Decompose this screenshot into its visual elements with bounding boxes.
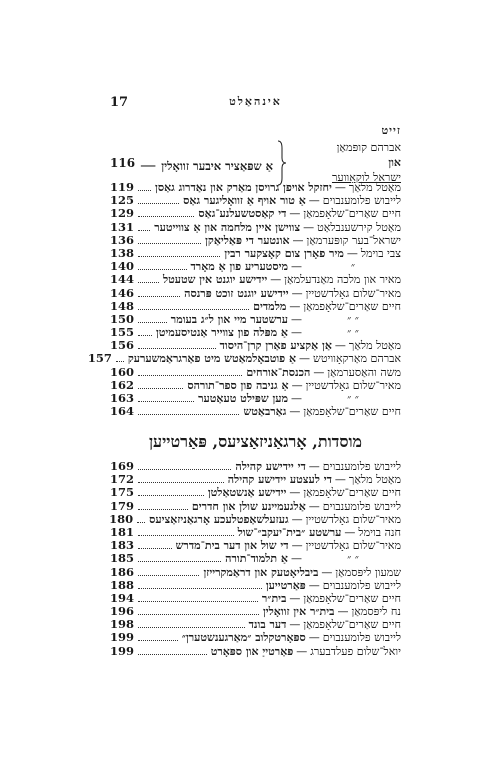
entry-page-number: 181: [110, 524, 135, 539]
toc-entry: [110, 287, 401, 300]
toc-entry: [110, 221, 401, 234]
entry-page-number: 185: [110, 551, 135, 566]
entry-page-number: 188: [110, 577, 135, 592]
entry-author: חיים שאַרים־שלאָפמאַן: [303, 405, 401, 419]
toc-entry: [110, 339, 401, 352]
dot-leader: [138, 288, 180, 297]
dot-leader: [138, 340, 216, 349]
dot-leader: [138, 314, 167, 323]
composite-title-line: [135, 155, 273, 174]
dot-leader: [138, 567, 199, 576]
toc-entry: [110, 566, 401, 579]
toc-entry: [110, 552, 401, 565]
dot-leader: [138, 487, 204, 496]
entry-page-number: 116: [110, 156, 136, 170]
entry-page-number: 155: [110, 325, 135, 340]
dot-leader: [138, 553, 221, 562]
toc-entry: [110, 300, 401, 313]
entry-author: מאַטל מלאַך: [348, 339, 401, 353]
entry-title: מיר פאָרן צום קאָצקער רבין: [224, 246, 344, 260]
entry-title: גאַרבאַטש: [243, 405, 287, 419]
entry-page-number: 175: [110, 485, 135, 500]
dot-leader: [138, 380, 183, 389]
toc-entry: [110, 234, 401, 247]
title-dash: —: [334, 339, 346, 353]
entry-page-number: 148: [110, 298, 135, 313]
entry-author: חנה בוימל: [358, 525, 401, 539]
title-dash: —: [308, 460, 320, 473]
title-dash: —: [346, 246, 358, 260]
part-heading: מוסדות, אָרגאַניזאַציעס, פּאַרטייען: [148, 432, 363, 451]
entry-title: מיסטעריע פון אַ מאָרד: [190, 260, 288, 274]
entry-page-number: 146: [110, 285, 135, 300]
dot-leader: [138, 619, 245, 628]
title-dash: —: [308, 194, 320, 208]
entry-author: חיים שאַרים־שלאָפמאַן: [303, 618, 401, 632]
entry-title: אַ שפּאַציר איבער זוואָלין: [161, 159, 273, 173]
title-dash: —: [135, 155, 162, 174]
entry-page-number: 179: [110, 498, 135, 513]
entry-title: אַ מפּלה פון צווייר אַנטיסעמיטן: [155, 326, 288, 340]
title-dash: —: [334, 181, 346, 194]
entry-title: אַ פוטבאָלמאַטש מיט פאַרגראַמשערעק: [127, 352, 297, 366]
entry-author: ״ ״: [347, 326, 359, 340]
entry-page-number: 199: [110, 643, 135, 658]
entry-page-number: 196: [110, 604, 135, 619]
toc-entry: [110, 539, 401, 552]
entry-author: אברהם מאַרקאָוויטש: [313, 352, 401, 366]
entry-author: ישראל־בער קופּערמאַן: [306, 233, 401, 247]
title-dash: —: [308, 499, 320, 513]
entry-title: די שול און דער בית־מדרש: [175, 539, 289, 553]
toc-entry: [87, 351, 401, 366]
dot-leader: [138, 208, 194, 217]
entry-page-number: 162: [110, 377, 135, 392]
toc-entry: [110, 405, 401, 418]
title-dash: —: [291, 512, 303, 526]
entry-title: אונטער די פּאַליאַקן: [205, 233, 290, 247]
entry-title: די לעצטע יידישע קהילה: [227, 473, 332, 487]
title-dash: —: [291, 312, 302, 326]
entry-author: מאיר־שלום גאָלדשטיין: [305, 286, 401, 300]
toc-entry: [110, 526, 401, 539]
title-dash: —: [289, 405, 301, 419]
dot-leader: [138, 580, 262, 589]
dot-leader: [138, 527, 234, 536]
toc-list-section-1: [87, 180, 401, 419]
dot-leader: [138, 182, 151, 191]
entry-page-number: 164: [110, 404, 135, 419]
entry-page-number: 160: [110, 364, 135, 379]
title-dash: —: [308, 578, 320, 592]
entry-author: מאיר און מלכה מאַנדעלמאַן: [284, 273, 401, 287]
toc-entry: [110, 513, 401, 526]
entry-author: חיים שאַרים־שלאָפמאַן: [303, 591, 401, 605]
entry-title: ביבליאָטעק און דראַמקרייזן: [203, 565, 319, 579]
title-dash: —: [291, 552, 302, 566]
entry-title: געזעלשאַפטלעכע אָרגאַניזאַציעס: [149, 512, 289, 526]
entry-title: אַן אַקציע פאַרן קרן־היסוד: [219, 339, 332, 353]
entry-title: די קאַסטשעלנע־גאַס: [198, 207, 287, 221]
entry-author: חיים שאַרים־שלאָפמאַן: [303, 486, 401, 500]
dot-leader: [138, 367, 242, 376]
dot-leader: [138, 393, 194, 402]
dot-leader: [138, 632, 178, 641]
toc-entry: [110, 207, 401, 220]
dot-leader: [138, 593, 258, 602]
toc-entry: [110, 592, 401, 605]
entry-page-number: 163: [110, 391, 135, 405]
dot-leader: [138, 474, 224, 483]
entry-page-number: 150: [110, 311, 135, 326]
entry-title: דער בונד: [248, 618, 287, 632]
toc-entry: [110, 631, 401, 644]
toc-entry: [110, 579, 401, 592]
entry-page-number: 186: [110, 564, 135, 579]
title-dash: —: [291, 260, 302, 274]
toc-entry: [110, 618, 401, 631]
entry-title: די יידישע קהילה: [235, 460, 306, 473]
toc-entry: [110, 605, 401, 618]
entry-author: לייבוש פלומענבוים: [322, 631, 401, 645]
toc-entry: [110, 500, 401, 513]
entry-title: יידישע אַנשטאַלטן: [207, 486, 287, 500]
title-dash: —: [334, 473, 346, 487]
entry-author: מאַטל קירשענבלאַט: [317, 220, 401, 234]
entry-author-conjunction: און: [388, 156, 401, 169]
entry-page-number: 169: [110, 459, 135, 473]
entry-author: מאַטל מלאַך: [348, 181, 401, 194]
title-dash: —: [291, 539, 303, 553]
entry-author: צבי בוימל: [360, 246, 401, 260]
entry-title: הכנסת־אורחים: [246, 365, 311, 379]
toc-entry: [110, 379, 401, 392]
composite-authors: [289, 140, 401, 185]
entry-author: ישראל לוקאָווער: [331, 171, 401, 184]
toc-entry: [110, 473, 401, 486]
entry-page-number: 172: [110, 472, 135, 487]
entry-page-number: 199: [110, 630, 135, 645]
title-dash: —: [289, 618, 301, 632]
dot-leader: [138, 501, 188, 510]
entry-page-number: 125: [110, 193, 135, 208]
entry-title: בית״ר: [261, 591, 287, 605]
title-dash: —: [299, 352, 311, 366]
entry-title: אַ תלמוד־תורה: [225, 552, 288, 566]
title-dash: —: [289, 486, 301, 500]
entry-author: ״ ״: [347, 552, 359, 566]
entry-title: צווישן איין מלחמה און אַ צווייטער: [154, 220, 301, 234]
entry-title: פּאַרטייען: [265, 578, 306, 592]
toc-entry: [110, 260, 401, 273]
entry-page-number: 129: [110, 206, 135, 221]
entry-author: נח ליפּסמאַן: [351, 605, 401, 619]
dot-leader: [138, 195, 179, 204]
title-dash: —: [344, 525, 356, 539]
entry-page-number: 119: [110, 180, 135, 194]
page-number: 17: [110, 95, 129, 110]
title-dash: —: [270, 273, 282, 287]
title-dash: —: [296, 644, 308, 658]
entry-author: חיים שאַרים־שלאָפמאַן: [303, 299, 401, 313]
entry-page-number: 140: [110, 259, 135, 274]
dot-leader: [138, 235, 201, 244]
entry-page-number: 198: [110, 617, 135, 632]
entry-title: פּאַרטייַ און ספּאָרט: [210, 644, 294, 658]
entry-author: מאַטל מלאַך: [348, 473, 401, 487]
dot-leader: [116, 353, 124, 362]
toc-list-section-2: [110, 460, 401, 658]
entry-title: ערשטער מיי און ל״ג בעומר: [170, 312, 288, 326]
title-dash: —: [321, 565, 333, 579]
entry-page-number: 156: [110, 338, 135, 353]
entry-title: יחזקל אויפן גרויסן מאַרק און נאַדרוג גאַסן: [155, 181, 332, 194]
entry-title: יידישע יוגנט זוכט פּרנסה: [184, 286, 289, 300]
entry-page-number: 157: [87, 351, 112, 366]
entry-title: יידישע יוגנט אין שטעטל: [163, 273, 268, 287]
title-dash: —: [291, 326, 302, 340]
toc-entry: [110, 392, 401, 405]
dot-leader: [137, 514, 145, 523]
dot-leader: [138, 261, 187, 270]
entry-page-number: 144: [110, 272, 135, 287]
title-dash: —: [292, 233, 304, 247]
dot-leader: [138, 646, 207, 655]
entry-author: משה והאַסערמאַן: [327, 365, 401, 379]
title-dash: —: [303, 220, 315, 234]
title-dash: —: [291, 378, 303, 392]
toc-entry: [110, 194, 401, 207]
title-dash: —: [337, 605, 349, 619]
entry-title: ספּאָרטקלוב ״מאַרגענשטערן״: [181, 631, 306, 645]
entry-title: אַ גניבה פון ספר־תורהס: [187, 378, 289, 392]
title-dash: —: [308, 631, 320, 645]
entry-title: ערשטע ״בית־יעקב״־שול: [237, 525, 342, 539]
dot-leader: [138, 301, 249, 310]
entry-title: מען שפּילט טעאַטער: [198, 392, 288, 405]
dot-leader: [138, 327, 152, 336]
grouping-brace: [277, 140, 287, 186]
title-dash: —: [291, 392, 302, 405]
entry-author: ״: [350, 260, 356, 274]
running-head: [110, 95, 401, 111]
toc-entry: [110, 273, 401, 286]
entry-author: לייבוש פלומענבוים: [322, 460, 401, 473]
entry-page-number: 180: [109, 511, 134, 526]
entry-author: לייבוש פלומענבוים: [322, 194, 401, 208]
entry-title: אַ טור אויף אַ זוואָליגער גאַס: [183, 194, 306, 208]
entry-author: אברהם קופּמאַן: [336, 141, 401, 154]
dot-leader: [138, 606, 259, 615]
dot-leader: [138, 461, 231, 470]
entry-page-number: 194: [110, 590, 135, 605]
entry-author: מאיר־שלום גאָלדשטיין: [305, 539, 401, 553]
entry-author: ״ ״: [347, 392, 359, 405]
title-dash: —: [291, 286, 303, 300]
entry-page-number: 131: [110, 219, 135, 234]
entry-page-number: 138: [110, 245, 135, 260]
entry-author: לייבוש פלומענבוים: [322, 578, 401, 592]
dot-leader: [138, 248, 220, 257]
title-dash: —: [289, 299, 301, 313]
title-dash: —: [289, 591, 301, 605]
entry-page-number: 136: [110, 232, 135, 247]
title-dash: —: [289, 207, 301, 221]
entry-title: אַלגעמיינע שולן און חדרים: [191, 499, 306, 513]
entry-author: מאיר־שלום גאָלדשטיין: [305, 512, 401, 526]
toc-entry: [110, 181, 401, 194]
page-column-label: זייט: [381, 124, 401, 137]
toc-entry: [110, 326, 401, 339]
entry-page-number: 183: [110, 538, 135, 553]
page-title: אינהאַלט: [229, 95, 282, 108]
entry-author: שמעון ליפּסמאַן: [335, 565, 401, 579]
entry-author: חיים שאַרים־שלאָפמאַן: [303, 207, 401, 221]
entry-title: בית״ר אין זוואָלין: [262, 605, 335, 619]
entry-author: יואל־שלום פעלדבערג: [310, 644, 401, 658]
entry-author: מאיר־שלום גאָלדשטיין: [305, 378, 401, 392]
toc-entry: [110, 313, 401, 326]
toc-entry: [110, 486, 401, 499]
entry-author: לייבוש פלומענבוים: [322, 499, 401, 513]
toc-entry: [110, 460, 401, 473]
dot-leader: [138, 406, 239, 415]
toc-entry: [110, 366, 401, 379]
dot-leader: [138, 222, 150, 231]
entry-title: מלמדים: [253, 299, 287, 313]
dot-leader: [138, 274, 159, 283]
toc-entry: [110, 645, 401, 658]
toc-entry: [110, 247, 401, 260]
dot-leader: [138, 540, 172, 549]
entry-author: ״ ״: [347, 312, 359, 326]
title-dash: —: [313, 365, 325, 379]
